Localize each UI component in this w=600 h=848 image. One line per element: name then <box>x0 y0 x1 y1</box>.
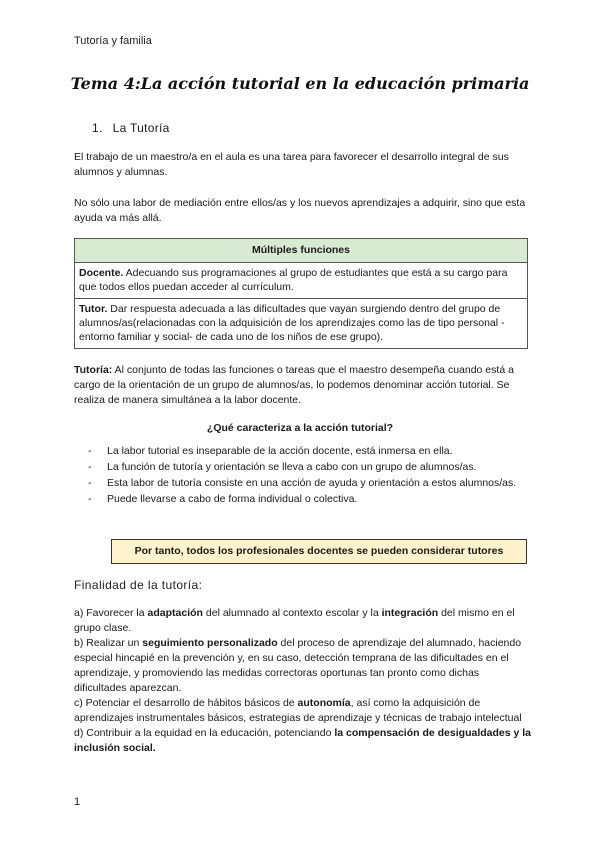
functions-row-docente <box>75 263 527 298</box>
objective-text: del proceso de aprendizaje del alumnado, haciendo especial hincapié en la prevención y, en su caso, detección temprana de las dificultades en el aprendizaje, y promoviendo las medidas correctoras oportunas tan pronto como dichas dificultades aparezcan. <box>74 637 522 694</box>
section-heading <box>92 121 170 135</box>
objective-text: del mismo en el grupo clase. <box>74 607 515 634</box>
mediation-paragraph: No sólo una labor de mediación entre ellos/as y los nuevos aprendizajes a adquirir, sino que esta ayuda va más allá. <box>74 197 526 224</box>
objective-text: , así como la adquisición de aprendizajes instrumentales básicos, estrategias de aprendizaje y técnicas de trabajo intelectual <box>74 697 522 724</box>
finalidad-heading: Finalidad de la tutoría: <box>74 578 203 592</box>
objective-b <box>74 636 534 696</box>
list-item <box>88 444 528 459</box>
objective-text: d) Contribuir a la equidad en la educación, potenciando <box>74 727 335 739</box>
objective-keyword: seguimiento personalizado <box>142 637 278 649</box>
list-item-text: La labor tutorial es inseparable de la acción docente, está inmersa en ella. <box>107 445 453 457</box>
objectives-block <box>74 606 534 756</box>
objective-keyword: la compensación de desigualdades y la inclusión social. <box>74 727 532 754</box>
bullet-dash: - <box>88 445 92 457</box>
bullet-dash: - <box>88 493 92 505</box>
conclusion-callout: Por tanto, todos los profesionales docentes se pueden considerar tutores <box>111 539 527 564</box>
objective-text: del alumnado al contexto escolar y la <box>202 607 382 619</box>
objective-c <box>74 696 534 726</box>
objective-keyword: integración <box>381 607 439 619</box>
objective-a <box>74 606 534 636</box>
page-number: 1 <box>74 796 81 808</box>
objective-text: c) Potenciar el desarrollo de hábitos básicos de <box>74 697 298 709</box>
objective-d <box>74 726 534 756</box>
section-number: 1. <box>92 121 103 135</box>
functions-row-text: Adecuando sus programaciones al grupo de estudiantes que está a su cargo para que todos ellos puedan acceder al currículum. <box>79 267 508 293</box>
tutoria-definition <box>74 363 534 408</box>
tutoria-term: Tutoría: <box>74 364 113 376</box>
list-item <box>88 476 528 491</box>
list-item-text: Puede llevarse a cabo de forma individual o colectiva. <box>107 493 358 505</box>
section-label: La Tutoría <box>112 121 170 135</box>
running-header: Tutoría y familia <box>74 35 152 47</box>
characteristics-list <box>88 444 528 508</box>
functions-row-tutor <box>75 298 527 348</box>
intro-paragraph: El trabajo de un maestro/a en el aula es una tarea para favorecer el desarrollo integral de sus alumnos y alumnas. <box>74 151 509 178</box>
functions-row-text: Dar respuesta adecuada a las dificultades que vayan surgiendo dentro del grupo de alumnos/as(relacionadas con la adquisición de los aprendizajes como las de tipo personal -entorno familiar y social- de cada uno de los niños de ese grupo). <box>79 303 505 343</box>
question-heading: ¿Qué caracteriza a la acción tutorial? <box>206 422 394 434</box>
page-title: Tema 4:La acción tutorial en la educación primaria <box>70 74 530 93</box>
bullet-dash: - <box>88 461 92 473</box>
objective-text: b) Realizar un <box>74 637 143 649</box>
tutoria-text: Al conjunto de todas las funciones o tareas que el maestro desempeña cuando está a cargo de la orientación de un grupo de alumnos/as, lo podemos denominar acción tutorial. Se realiza de manera simultánea a la labor docente. <box>74 364 514 406</box>
list-item-text: La función de tutoría y orientación se lleva a cabo con un grupo de alumnos/as. <box>107 461 477 473</box>
functions-table-header: Múltiples funciones <box>75 239 527 263</box>
list-item <box>88 460 528 475</box>
functions-row-term: Tutor. <box>79 303 108 315</box>
list-item-text: Esta labor de tutoría consiste en una acción de ayuda y orientación a estos alumnos/as. <box>107 477 517 489</box>
functions-table <box>74 238 528 349</box>
objective-keyword: autonomía <box>297 697 351 709</box>
functions-row-term: Docente. <box>79 267 124 279</box>
objective-keyword: adaptación <box>147 607 203 619</box>
bullet-dash: - <box>88 477 92 489</box>
list-item <box>88 492 528 507</box>
objective-text: a) Favorecer la <box>74 607 148 619</box>
